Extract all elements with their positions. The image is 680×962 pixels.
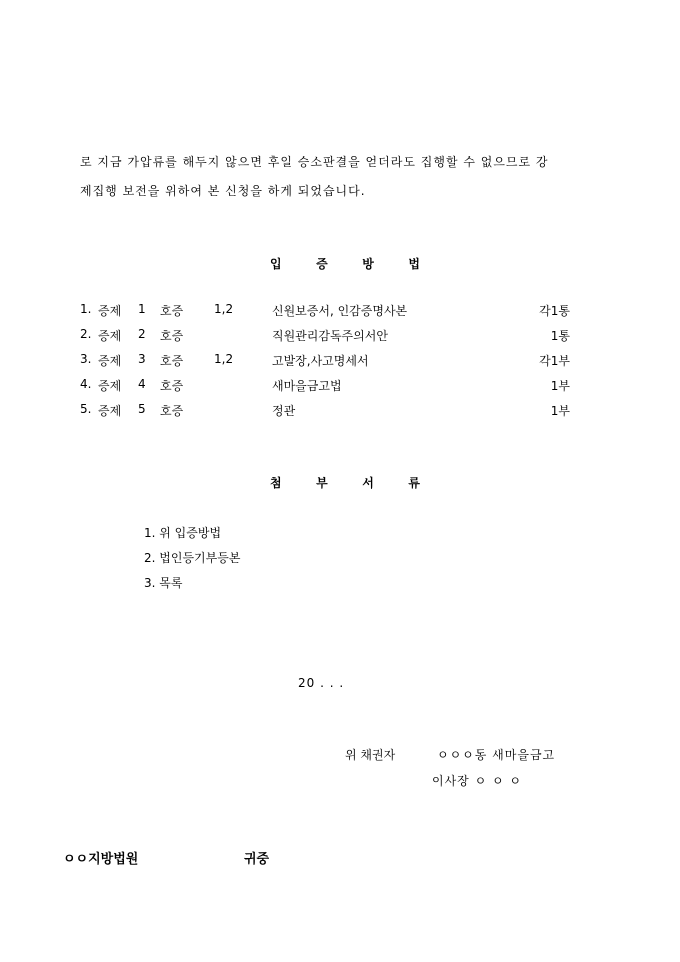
court-addressee: 귀중 <box>244 852 270 867</box>
body-paragraph <box>80 148 628 206</box>
evidence-item: 2. 증제 2 호증 직원관리감독주의서안 1통 <box>80 327 570 343</box>
creditor-name: ㅇㅇㅇ동 새마을금고 <box>437 748 556 762</box>
attachment-item: 1. 위 입증방법 <box>144 526 222 540</box>
attachments-list <box>144 524 240 599</box>
evidence-item: 5. 증제 5 호증 정관 1부 <box>80 402 570 418</box>
attachment-item: 2. 법인등기부등본 <box>144 551 241 565</box>
paragraph-line-1: 로 지금 가압류를 해두지 않으면 후일 승소판결을 얻더라도 집행할 수 없으므로 강 <box>80 155 549 169</box>
evidence-item: 1. 증제 1 호증 1,2 신원보증서, 인감증명사본 각1통 <box>80 302 570 318</box>
evidence-item: 3. 증제 3 호증 1,2 고발장,사고명세서 각1부 <box>80 352 570 368</box>
evidence-list <box>80 302 580 427</box>
evidence-heading: 입 증 방 법 <box>270 257 420 271</box>
director-signature: 이사장 ㅇ ㅇ ㅇ <box>432 774 522 788</box>
paragraph-line-2: 제집행 보전을 위하여 본 신청을 하게 되었습니다. <box>80 184 366 198</box>
evidence-item: 4. 증제 4 호증 새마을금고법 1부 <box>80 377 570 393</box>
attachment-item: 3. 목록 <box>144 576 183 590</box>
filing-date: 20 . . . <box>298 676 345 690</box>
creditor-label: 위 채권자 <box>345 748 396 762</box>
court-name: ㅇㅇ지방법원 <box>63 852 139 867</box>
attachments-heading: 첨 부 서 류 <box>270 476 420 490</box>
